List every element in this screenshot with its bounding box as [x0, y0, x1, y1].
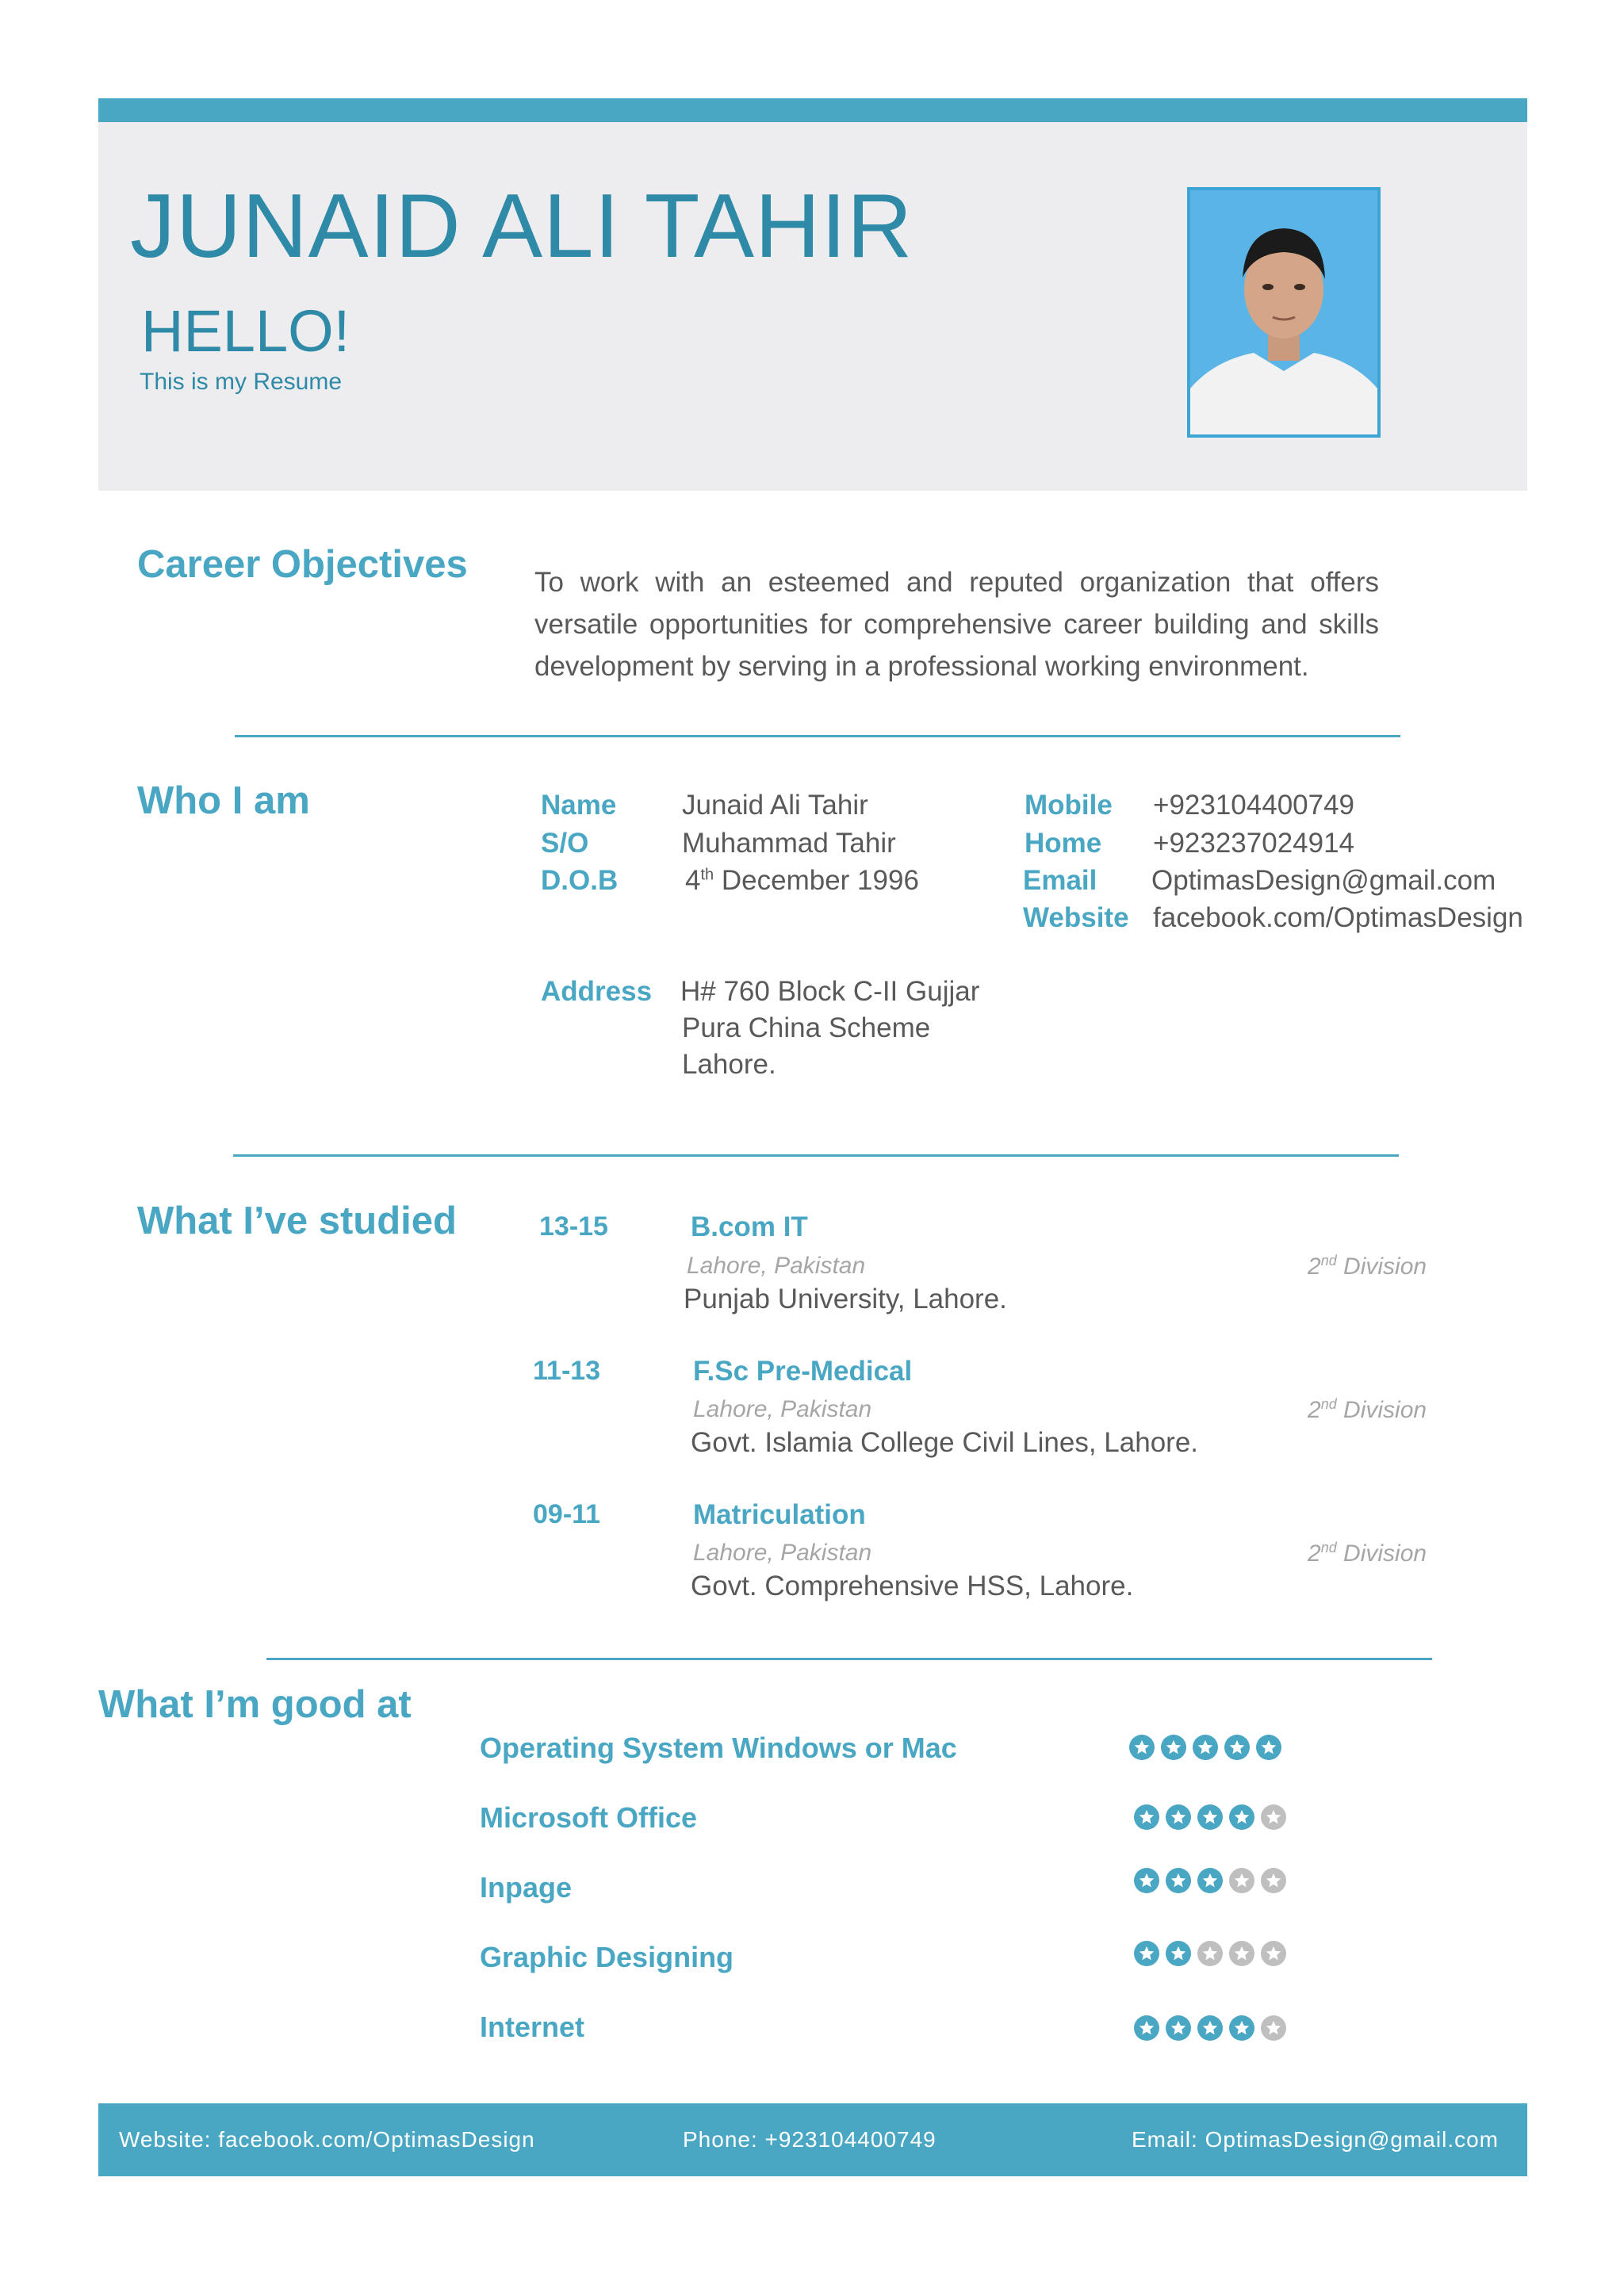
profile-photo	[1187, 187, 1381, 438]
skill-name: Graphic Designing	[480, 1941, 734, 1973]
education-years: 13-15	[539, 1211, 608, 1242]
education-division: 2nd Division	[1308, 1540, 1427, 1567]
star-icon	[1166, 1868, 1191, 1893]
email-value: OptimasDesign@gmail.com	[1151, 865, 1496, 896]
star-icon	[1229, 1941, 1254, 1966]
education-division: 2nd Division	[1308, 1396, 1427, 1423]
section-divider	[235, 735, 1400, 737]
home-value: +923237024914	[1153, 828, 1355, 859]
website-value: facebook.com/OptimasDesign	[1153, 902, 1523, 933]
star-icon	[1261, 1804, 1286, 1830]
dob-value: 4th December 1996	[685, 865, 919, 896]
star-icon	[1166, 1804, 1191, 1830]
section-divider	[233, 1154, 1399, 1157]
education-institute: Punjab University, Lahore.	[684, 1284, 1007, 1314]
education-heading: What I’ve studied	[137, 1200, 457, 1242]
so-label: S/O	[541, 828, 589, 859]
address-label: Address	[541, 976, 653, 1007]
star-icon	[1166, 1941, 1191, 1966]
star-icon	[1129, 1735, 1155, 1760]
career-objectives-heading: Career Objectives	[137, 543, 468, 586]
skill-rating	[1129, 1735, 1281, 1760]
career-objectives-text: To work with an esteemed and reputed organization that offers versatile opportunities for comprehensive career building and skills development by serving in a professional working environment.	[534, 567, 1379, 682]
address-line-1: H# 760 Block C-II Gujjar	[680, 976, 980, 1007]
star-icon	[1261, 1941, 1286, 1966]
skills-heading: What I’m good at	[98, 1683, 412, 1726]
education-degree: Matriculation	[693, 1499, 866, 1530]
skill-rating	[1134, 2015, 1286, 2041]
education-years: 11-13	[533, 1356, 601, 1386]
skill-name: Microsoft Office	[480, 1801, 698, 1834]
resume-subtitle: This is my Resume	[140, 369, 343, 395]
star-icon	[1134, 1804, 1159, 1830]
star-icon	[1197, 1868, 1223, 1893]
star-icon	[1224, 1735, 1250, 1760]
star-icon	[1166, 2015, 1191, 2041]
star-icon	[1197, 2015, 1223, 2041]
dob-label: D.O.B	[541, 865, 619, 896]
star-icon	[1134, 2015, 1159, 2041]
star-icon	[1134, 1941, 1159, 1966]
skill-rating	[1134, 1804, 1286, 1830]
education-institute: Govt. Islamia College Civil Lines, Lahore.	[691, 1427, 1199, 1458]
education-institute: Govt. Comprehensive HSS, Lahore.	[691, 1571, 1134, 1601]
star-icon	[1161, 1735, 1186, 1760]
mobile-value: +923104400749	[1153, 790, 1355, 821]
address-line-2: Pura China Scheme	[682, 1012, 931, 1043]
star-icon	[1197, 1804, 1223, 1830]
who-i-am-heading: Who I am	[137, 779, 310, 822]
star-icon	[1229, 1868, 1254, 1893]
skill-name: Inpage	[480, 1871, 573, 1904]
person-portrait-icon	[1190, 190, 1377, 434]
section-divider	[266, 1658, 1432, 1660]
star-icon	[1134, 1868, 1159, 1893]
home-label: Home	[1025, 828, 1102, 859]
education-location: Lahore, Pakistan	[693, 1396, 872, 1422]
star-icon	[1256, 1735, 1281, 1760]
name-value: Junaid Ali Tahir	[682, 790, 868, 821]
education-degree: B.com IT	[691, 1211, 808, 1242]
star-icon	[1261, 1868, 1286, 1893]
education-location: Lahore, Pakistan	[693, 1540, 872, 1566]
email-label: Email	[1023, 865, 1097, 896]
education-location: Lahore, Pakistan	[687, 1253, 866, 1279]
footer-website: Website: facebook.com/OptimasDesign	[119, 2127, 535, 2152]
header-top-bar	[98, 98, 1527, 122]
greeting: HELLO!	[141, 298, 350, 364]
star-icon	[1229, 1804, 1254, 1830]
star-icon	[1193, 1735, 1218, 1760]
skill-name: Internet	[480, 2011, 585, 2043]
name-label: Name	[541, 790, 617, 821]
education-years: 09-11	[533, 1499, 601, 1529]
star-icon	[1229, 2015, 1254, 2041]
address-line-3: Lahore.	[682, 1049, 776, 1080]
education-degree: F.Sc Pre-Medical	[693, 1356, 913, 1387]
footer-bar	[98, 2103, 1527, 2176]
so-value: Muhammad Tahir	[682, 828, 896, 859]
star-icon	[1261, 2015, 1286, 2041]
footer-email: Email: OptimasDesign@gmail.com	[1132, 2127, 1499, 2152]
website-label: Website	[1023, 902, 1129, 933]
footer-phone: Phone: +923104400749	[683, 2127, 936, 2152]
candidate-name: JUNAID ALI TAHIR	[130, 176, 914, 277]
skill-rating	[1134, 1868, 1286, 1893]
education-division: 2nd Division	[1308, 1253, 1427, 1280]
mobile-label: Mobile	[1025, 790, 1113, 821]
star-icon	[1197, 1941, 1223, 1966]
skill-name: Operating System Windows or Mac	[480, 1732, 957, 1764]
skill-rating	[1134, 1941, 1286, 1966]
